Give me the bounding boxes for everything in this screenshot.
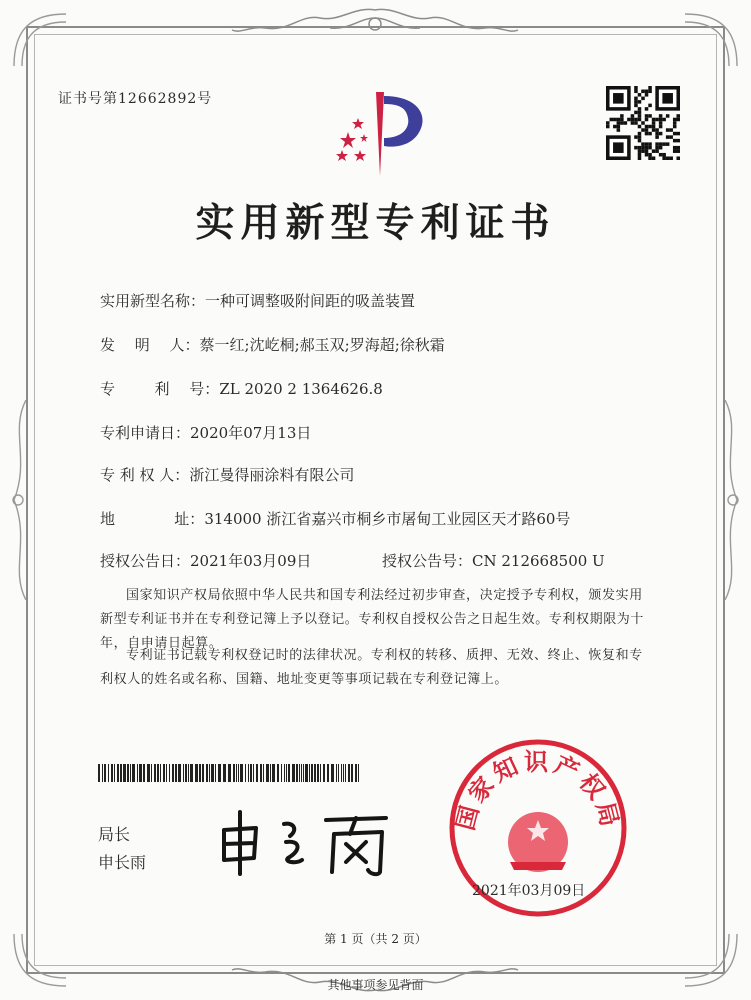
- patentee-label: 专 利 权 人：: [100, 466, 190, 484]
- grant-number-row: [382, 550, 605, 571]
- signatory-title: 局长: [98, 825, 131, 844]
- patentee-value: 浙江曼得丽涂料有限公司: [189, 466, 355, 484]
- patent-number-value: ZL 2020 2 1364626.8: [219, 380, 383, 398]
- address-row: [100, 508, 570, 529]
- address-value: 314000 浙江省嘉兴市桐乡市屠甸工业园区天才路60号: [204, 510, 571, 528]
- back-note: 其他事项参见背面: [327, 978, 424, 992]
- patent-number-row: [100, 378, 383, 399]
- inventor-label: 发 明 人：: [100, 336, 200, 354]
- grant-date-value: 2021年03月09日: [190, 552, 312, 570]
- barcode: [98, 764, 362, 782]
- inventor-value: 蔡一红;沈屹桐;郝玉双;罗海超;徐秋霜: [199, 336, 445, 354]
- seal-text: 国家知识产权局: [451, 748, 625, 834]
- grant-statement-paragraph: 国家知识产权局依照中华人民共和国专利法经过初步审查，决定授予专利权，颁发实用新型专利证书并在专利登记簿上予以登记。专利权自授权公告之日起生效。专利权期限为十年，自申请日起算。: [100, 588, 645, 651]
- legal-status-paragraph: 专利证书记载专利权登记时的法律状况。专利权的转移、质押、无效、终止、恢复和专利权人的姓名或名称、国籍、地址变更等事项记载在专利登记簿上。: [100, 648, 643, 687]
- corner-ornament-top-left: [10, 10, 70, 70]
- patent-office-logo: [318, 88, 438, 178]
- utility-model-name-row: [100, 290, 415, 311]
- left-ornament: [4, 400, 34, 600]
- qr-code: [606, 86, 680, 160]
- grant-date-row: [100, 550, 311, 571]
- page-number: 第 1 页（共 2 页）: [324, 932, 427, 946]
- application-date-label: 专利申请日：: [100, 424, 191, 442]
- utility-model-name-value: 一种可调整吸附间距的吸盖装置: [205, 292, 416, 310]
- utility-model-name-label: 实用新型名称：: [100, 292, 206, 310]
- seal-date: 2021年03月09日: [472, 883, 586, 899]
- grant-date-label: 授权公告日：: [100, 552, 191, 570]
- patentee-row: [100, 464, 354, 485]
- handwritten-signature: [210, 800, 410, 880]
- grant-number-value: CN 212668500 U: [472, 552, 605, 570]
- certificate-number: 证书号第12662892号: [58, 91, 213, 107]
- top-ornament: [230, 4, 520, 44]
- application-date-value: 2020年07月13日: [190, 424, 312, 442]
- certificate-title: 实用新型专利证书: [195, 200, 556, 246]
- patent-number-label: 专 利 号：: [100, 380, 220, 398]
- corner-ornament-top-right: [681, 10, 741, 70]
- address-label: 地 址：: [100, 510, 205, 528]
- inventor-row: [100, 334, 445, 355]
- application-date-row: [100, 422, 311, 443]
- grant-number-label: 授权公告号：: [382, 552, 473, 570]
- signatory-name: 申长雨: [98, 853, 147, 872]
- right-ornament: [717, 400, 747, 600]
